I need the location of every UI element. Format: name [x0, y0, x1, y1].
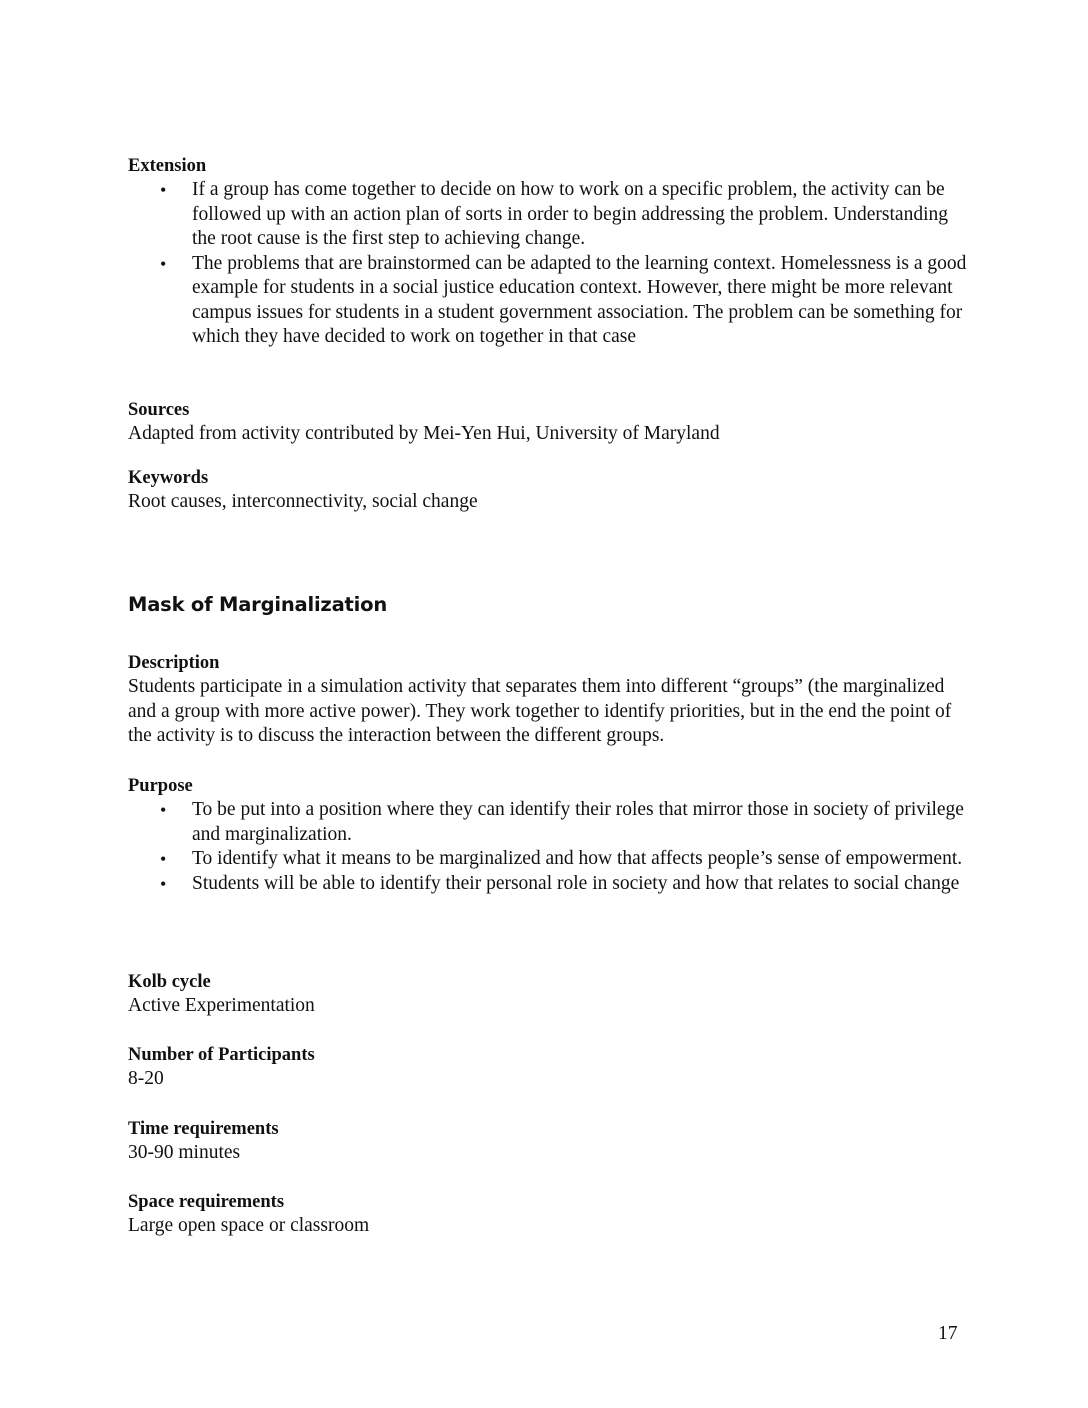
bullet-icon: •: [160, 800, 167, 820]
extension-bullet-2: [128, 252, 968, 350]
bullet-icon: •: [160, 849, 167, 869]
sources-heading: Sources: [128, 400, 190, 420]
purpose-heading: Purpose: [128, 776, 193, 796]
extension-bullet-text: If a group has come together to decide on how to work on a specific problem, the activity can be followed up with an action plan of sorts in order to begin addressing the problem. Understanding the root cause is the first step to achieving change.: [192, 179, 949, 249]
keywords-heading: Keywords: [128, 468, 209, 488]
participants-text: 8-20: [128, 1068, 164, 1089]
purpose-bullet-text: To identify what it means to be marginalized and how that affects people’s sense of empowerment.: [192, 848, 963, 869]
page-number: 17: [938, 1323, 958, 1344]
space-section: [128, 1190, 968, 1239]
purpose-section: [128, 774, 968, 896]
extension-bullet-1: [128, 178, 968, 252]
keywords-text: Root causes, interconnectivity, social change: [128, 491, 478, 512]
purpose-bullet-2: [128, 847, 968, 872]
extension-bullet-list: [128, 178, 968, 350]
kolb-heading: Kolb cycle: [128, 972, 211, 992]
purpose-bullet-3: [128, 872, 968, 897]
purpose-bullet-text: To be put into a position where they can identify their roles that mirror those in society of privilege and marginalization.: [192, 799, 964, 845]
purpose-bullet-list: [128, 798, 968, 896]
bullet-icon: •: [160, 253, 167, 274]
purpose-bullet-text: Students will be able to identify their personal role in society and how that relates to social change: [192, 872, 960, 894]
kolb-text: Active Experimentation: [128, 995, 315, 1016]
purpose-bullet-1: [128, 798, 968, 847]
kolb-section: [128, 970, 968, 1019]
time-heading: Time requirements: [128, 1119, 279, 1139]
time-section: [128, 1117, 968, 1166]
bullet-icon: •: [160, 873, 167, 894]
extension-heading: Extension: [128, 156, 207, 176]
extension-bullet-text: The problems that are brainstormed can be adapted to the learning context. Homelessness is a good example for students in a social justice education context. However, there might be more relevant campus issues for students in a student government association. The problem can be something for which they have decided to work on together in that case: [192, 252, 967, 347]
keywords-section: [128, 466, 968, 515]
sources-text: Adapted from activity contributed by Mei-Yen Hui, University of Maryland: [128, 423, 720, 444]
sources-section: [128, 398, 968, 447]
description-section: [128, 651, 968, 749]
description-heading: Description: [128, 653, 220, 673]
space-heading: Space requirements: [128, 1192, 285, 1212]
time-text: 30-90 minutes: [128, 1142, 241, 1163]
participants-section: [128, 1043, 968, 1092]
space-text: Large open space or classroom: [128, 1215, 370, 1236]
bullet-icon: •: [160, 180, 167, 200]
participants-heading: Number of Participants: [128, 1045, 315, 1065]
description-text: Students participate in a simulation activity that separates them into different “groups” (the marginalized and a group with more active power). They work together to identify priorities, but in the end the point of the activity is to discuss the interaction between the different groups.: [128, 676, 952, 746]
extension-section: [128, 154, 968, 350]
activity-title: Mask of Marginalization: [128, 593, 388, 616]
